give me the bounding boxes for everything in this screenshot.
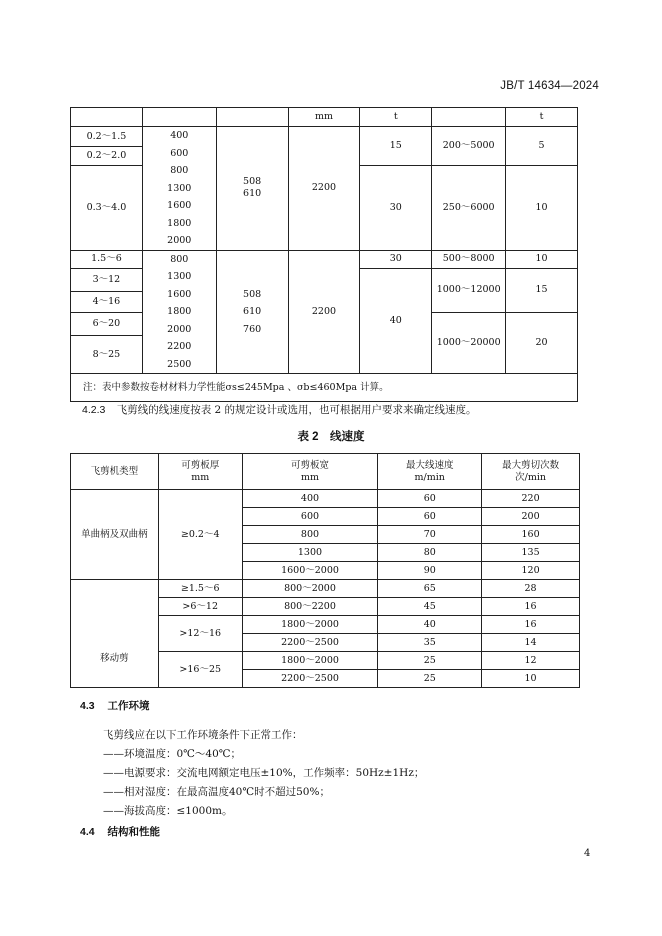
width-value: 1800 xyxy=(167,306,192,317)
speed-cell: 65 xyxy=(378,580,482,598)
line-speed-table xyxy=(70,453,580,688)
width-value: 1600 xyxy=(167,200,192,211)
width-value: 1300 xyxy=(167,182,192,194)
clause-text: 飞剪线的线速度按表 2 的规定设计或选用，也可根据用户要求来确定线速度。 xyxy=(116,404,477,416)
header-cell: mm xyxy=(288,108,360,127)
width-cell: 1800～2000 xyxy=(242,616,378,634)
cuts-cell: 120 xyxy=(482,562,580,580)
section-title: 结构和性能 xyxy=(107,826,161,838)
capacity-cell: 10 xyxy=(506,250,578,268)
width-cell: 2200～2500 xyxy=(242,670,378,688)
width-cell: 1300 xyxy=(242,544,378,562)
speed-cell: 80 xyxy=(378,544,482,562)
header-cell xyxy=(71,108,143,127)
capacity-cell: 15 xyxy=(506,268,578,313)
width-cell: 800 xyxy=(242,526,378,544)
width-cell: 600 xyxy=(242,508,378,526)
speed-cell: 250～6000 xyxy=(432,166,506,250)
thickness-cell: 0.2～2.0 xyxy=(71,147,143,166)
width-cell: 800～2200 xyxy=(242,598,378,616)
width-cell: 1800～2000 xyxy=(242,652,378,670)
cuts-cell: 135 xyxy=(482,544,580,562)
section-number: 4.4 xyxy=(80,826,95,838)
cuts-cell: 10 xyxy=(482,670,580,688)
width-cell: 1600～2000 xyxy=(242,562,378,580)
coil-value: 760 xyxy=(243,323,262,335)
speed-cell: 200～5000 xyxy=(432,127,506,166)
thickness-cell: >6～12 xyxy=(158,598,242,616)
header-cell: 飞剪机类型 xyxy=(71,454,159,490)
table-header-row xyxy=(71,454,580,490)
coil-value: 508 xyxy=(243,176,262,188)
header-cell xyxy=(432,108,506,127)
capacity-cell: 20 xyxy=(506,313,578,374)
speed-cell: 45 xyxy=(378,598,482,616)
coil-id-cell xyxy=(216,250,288,374)
capacity-cell: 10 xyxy=(506,166,578,250)
capacity-cell: 5 xyxy=(506,127,578,166)
width-value: 2000 xyxy=(167,235,192,246)
table-caption: 表 2 线速度 xyxy=(297,431,365,443)
speed-cell: 1000～20000 xyxy=(432,313,506,374)
cuts-cell: 200 xyxy=(482,508,580,526)
thickness-cell: >16～25 xyxy=(158,652,242,688)
width-list xyxy=(142,250,216,374)
list-item: ——相对湿度：在最高温度40℃时不超过50%； xyxy=(103,786,330,798)
header-cell: t xyxy=(360,108,432,127)
width-value: 1800 xyxy=(167,217,192,229)
cuts-cell: 16 xyxy=(482,616,580,634)
parameter-table xyxy=(70,107,578,402)
speed-cell: 25 xyxy=(378,652,482,670)
speed-cell: 25 xyxy=(378,670,482,688)
table-header-row xyxy=(71,108,578,127)
list-item: ——电源要求：交流电网额定电压±10%，工作频率：50Hz±1Hz； xyxy=(103,767,425,779)
width-value: 800 xyxy=(170,253,189,265)
thickness-cell: 3～12 xyxy=(71,268,143,292)
speed-cell: 60 xyxy=(378,490,482,508)
table-row xyxy=(71,580,580,598)
speed-cell: 1000～12000 xyxy=(432,268,506,313)
thickness-cell: ≥1.5～6 xyxy=(158,580,242,598)
cuts-cell: 14 xyxy=(482,634,580,652)
clause-4-2-3 xyxy=(82,402,477,417)
weight-cell: 30 xyxy=(360,250,432,268)
width-list xyxy=(142,127,216,251)
section-4-3-heading xyxy=(80,698,150,713)
list-item: ——环境温度：0℃～40℃； xyxy=(103,748,242,760)
thickness-cell: 0.2～1.5 xyxy=(71,127,143,147)
thickness-cell: 0.3～4.0 xyxy=(71,166,143,250)
shear-type-cell: 单曲柄及双曲柄 xyxy=(71,490,159,580)
table-note: 注：表中参数按卷材材料力学性能σs≤245Mpa 、σb≤460Mpa 计算。 xyxy=(71,374,578,402)
coil-value: 508 xyxy=(243,288,262,300)
width-value: 2200 xyxy=(167,341,192,352)
table-row xyxy=(71,490,580,508)
header-cell xyxy=(142,108,216,127)
page-number: 4 xyxy=(584,848,591,859)
speed-cell: 35 xyxy=(378,634,482,652)
section-number: 4.3 xyxy=(80,700,95,712)
section-title: 工作环境 xyxy=(107,700,150,712)
thickness-cell: 8～25 xyxy=(71,336,143,374)
thickness-cell: 1.5～6 xyxy=(71,250,143,268)
cuts-cell: 28 xyxy=(482,580,580,598)
header-cell: 最大剪切次数 次/min xyxy=(482,454,580,490)
section-intro: 飞剪线应在以下工作环境条件下正常工作： xyxy=(103,729,303,741)
cuts-cell: 220 xyxy=(482,490,580,508)
thickness-cell: 4～16 xyxy=(71,292,143,313)
cuts-cell: 12 xyxy=(482,652,580,670)
header-cell: 可剪板宽 mm xyxy=(242,454,378,490)
thickness-cell: ≥0.2～4 xyxy=(158,490,242,580)
speed-cell: 40 xyxy=(378,616,482,634)
cuts-cell: 160 xyxy=(482,526,580,544)
speed-cell: 500～8000 xyxy=(432,250,506,268)
section-4-4-heading xyxy=(80,824,160,839)
coil-id-cell xyxy=(216,127,288,251)
thickness-cell: >12～16 xyxy=(158,616,242,652)
width-value: 400 xyxy=(170,130,189,141)
width-value: 800 xyxy=(170,165,189,176)
header-cell: 可剪板厚 mm xyxy=(158,454,242,490)
header-cell: 最大线速度 m/min xyxy=(378,454,482,490)
weight-cell: 15 xyxy=(360,127,432,166)
width-cell: 2200～2500 xyxy=(242,634,378,652)
width-value: 1600 xyxy=(167,288,192,300)
header-cell: t xyxy=(506,108,578,127)
document-id: JB/T 14634—2024 xyxy=(500,80,599,92)
width-cell: 400 xyxy=(242,490,378,508)
cuts-cell: 16 xyxy=(482,598,580,616)
width-cell: 800～2000 xyxy=(242,580,378,598)
clause-number: 4.2.3 xyxy=(82,404,106,416)
width-value: 2500 xyxy=(167,358,192,370)
speed-cell: 60 xyxy=(378,508,482,526)
length-cell: 2200 xyxy=(288,127,360,251)
width-value: 2000 xyxy=(167,323,192,335)
width-value: 1300 xyxy=(167,271,192,282)
length-cell: 2200 xyxy=(288,250,360,374)
list-item: ——海拔高度：≤1000m。 xyxy=(103,805,233,817)
coil-value: 610 xyxy=(243,306,262,317)
width-value: 600 xyxy=(170,147,189,159)
speed-cell: 90 xyxy=(378,562,482,580)
thickness-cell: 6～20 xyxy=(71,313,143,336)
weight-cell: 30 xyxy=(360,166,432,250)
weight-cell: 40 xyxy=(360,268,432,374)
speed-cell: 70 xyxy=(378,526,482,544)
coil-value: 610 xyxy=(243,188,262,200)
header-cell xyxy=(216,108,288,127)
shear-type-cell: 移动剪 xyxy=(71,580,159,688)
